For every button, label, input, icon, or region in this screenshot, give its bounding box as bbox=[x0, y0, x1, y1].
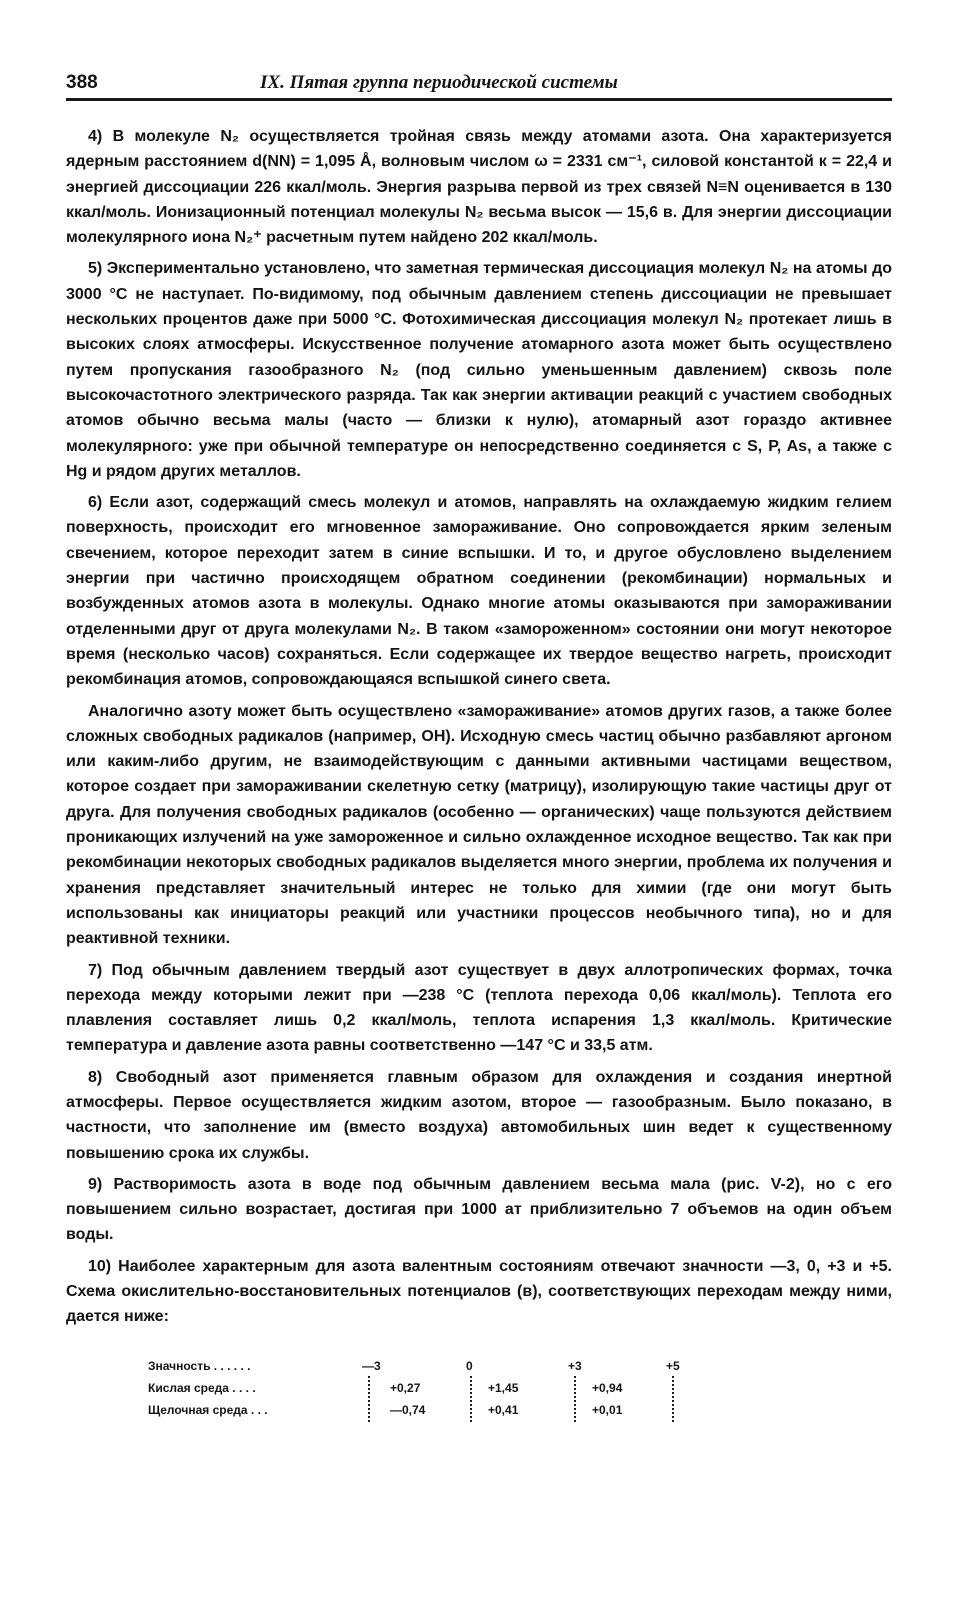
paragraph-5: 5) Экспериментально установлено, что заметная термическая диссоциация молекул N₂ на атомы до 3000 °С не наступает. По-видимому, под обычным давлением степень диссоциации не превышает нескольких процентов даже при 5000 °С. Фотохимическая диссоциация молекул N₂ протекает лишь в высоких слоях атмосферы. Искусственное получение атомарного азота может быть осуществлено путем пропускания газообразного N₂ (под сильно уменьшенным давлением) сквозь поле высокочастотного электрического разряда. Так как энергии активации реакций с участием свободных атомов обычно весьма малы (часто — близки к нулю), атомарный азот гораздо активнее молекулярного: уже при обычной температуре он непосредственно соединяется с S, P, As, а также с Hg и рядом других металлов. bbox=[66, 260, 892, 480]
body-text bbox=[66, 124, 892, 1336]
separator-plus5 bbox=[672, 1376, 674, 1422]
running-head: IX. Пятая группа периодической системы bbox=[260, 72, 618, 93]
alkaline-potential-3: +0,01 bbox=[592, 1403, 623, 1417]
paragraph-6: 6) Если азот, содержащий смесь молекул и атомов, направлять на охлаждаемую жидким гелием поверхность, происходит его мгновенное замораживание. Оно сопровождается ярким зеленым свечением, которое переходит затем в синие вспышки. И то, и другое обусловлено выделением энергии при частично происходящем обратном соединении (рекомбинации) нормальных и возбужденных атомов азота в молекулы. Однако многие атомы оказываются при замораживании отделенными друг от друга молекулами N₂. В таком «замороженном» состоянии они могут некоторое время (несколько часов) сохраняться. Если содержащее их твердое вещество нагреть, происходит рекомбинация атомов, сопровождающаяся вспышкой синего света. bbox=[66, 494, 892, 689]
table-row-alkaline bbox=[148, 1400, 708, 1422]
paragraph-4: 4) В молекуле N₂ осуществляется тройная связь между атомами азота. Она характеризуется ядерным расстоянием d(NN) = 1,095 Å, волновым числом ω = 2331 см⁻¹, силовой константой к = 22,4 и энергией диссоциации 226 ккал/моль. Энергия разрыва первой из трех связей N≡N оценивается в 130 ккал/моль. Ионизационный потенциал молекулы N₂ весьма высок — 15,6 в. Для энергии диссоциации молекулярного иона N₂⁺ расчетным путем найдено 202 ккал/моль. bbox=[66, 128, 892, 247]
valence-plus3: +3 bbox=[568, 1359, 582, 1373]
paragraph-10: 10) Наиболее характерным для азота валентным состояниям отвечают значности —3, 0, +3 и +5. Схема окислительно-восстановительных потенциалов (в), соответствующих переходам между ними, дается ниже: bbox=[66, 1257, 892, 1326]
row-label-acidic: Кислая среда . . . . bbox=[148, 1381, 256, 1395]
row-label-valence: Значность . . . . . . bbox=[148, 1359, 251, 1373]
separator-minus3 bbox=[368, 1376, 370, 1422]
valence-plus5: +5 bbox=[666, 1359, 680, 1373]
header-rule bbox=[66, 98, 892, 101]
separator-plus3 bbox=[574, 1376, 576, 1422]
acidic-potential-1: +0,27 bbox=[390, 1381, 421, 1395]
paragraph-7: 7) Под обычным давлением твердый азот существует в двух аллотропических формах, точка перехода между которыми лежит при —238 °С (теплота перехода 0,06 ккал/моль). Теплота его плавления составляет лишь 0,2 ккал/моль, теплота испарения 1,3 ккал/моль. Критические температура и давление азота равны соответственно —147 °С и 33,5 атм. bbox=[66, 961, 892, 1055]
table-row-acidic bbox=[148, 1378, 708, 1400]
paragraph-8: 8) Свободный азот применяется главным образом для охлаждения и создания инертной атмосферы. Первое осуществляется жидким азотом, второе — газообразным. Было показано, в частности, что заполнение им (вместо воздуха) автомобильных шин ведет к существенному повышению срока их службы. bbox=[66, 1068, 892, 1162]
book-page bbox=[66, 66, 892, 1326]
paragraph-9: 9) Растворимость азота в воде под обычным давлением весьма мала (рис. V-2), но с его повышением сильно возрастает, достигая при 1000 ат приблизительно 7 объемов на один объем воды. bbox=[66, 1175, 892, 1244]
row-label-alkaline: Щелочная среда . . . bbox=[148, 1403, 268, 1417]
page-number: 388 bbox=[66, 72, 98, 93]
valence-0: 0 bbox=[466, 1359, 473, 1373]
alkaline-potential-2: +0,41 bbox=[488, 1403, 519, 1417]
separator-0 bbox=[470, 1376, 472, 1422]
paragraph-6-continued: Аналогично азоту может быть осуществлено «замораживание» атомов других газов, а также более сложных свободных радикалов (например, OH). Исходную смесь частиц обычно разбавляют аргоном или каким-либо другим, не взаимодействующим с данными активными частицами веществом, которое создает при замораживании скелетную сетку (матрицу), изолирующую такие частицы друг от друга. Для получения свободных радикалов (особенно — органических) чаще пользуются действием проникающих излучений на уже замороженное и сильно охлажденное исходное вещество. Так как при рекомбинации некоторых свободных радикалов выделяется много энергии, проблема их получения и хранения представляет значительный интерес не только для химии (где они могут быть использованы как инициаторы реакций или участники процессов необычного типа), но и для реактивной техники. bbox=[66, 702, 892, 948]
valence-minus3: —3 bbox=[362, 1359, 381, 1373]
alkaline-potential-1: —0,74 bbox=[390, 1403, 426, 1417]
page-header bbox=[66, 66, 892, 96]
table-row-valence bbox=[148, 1356, 708, 1378]
acidic-potential-2: +1,45 bbox=[488, 1381, 519, 1395]
potentials-table bbox=[148, 1356, 708, 1422]
acidic-potential-3: +0,94 bbox=[592, 1381, 623, 1395]
